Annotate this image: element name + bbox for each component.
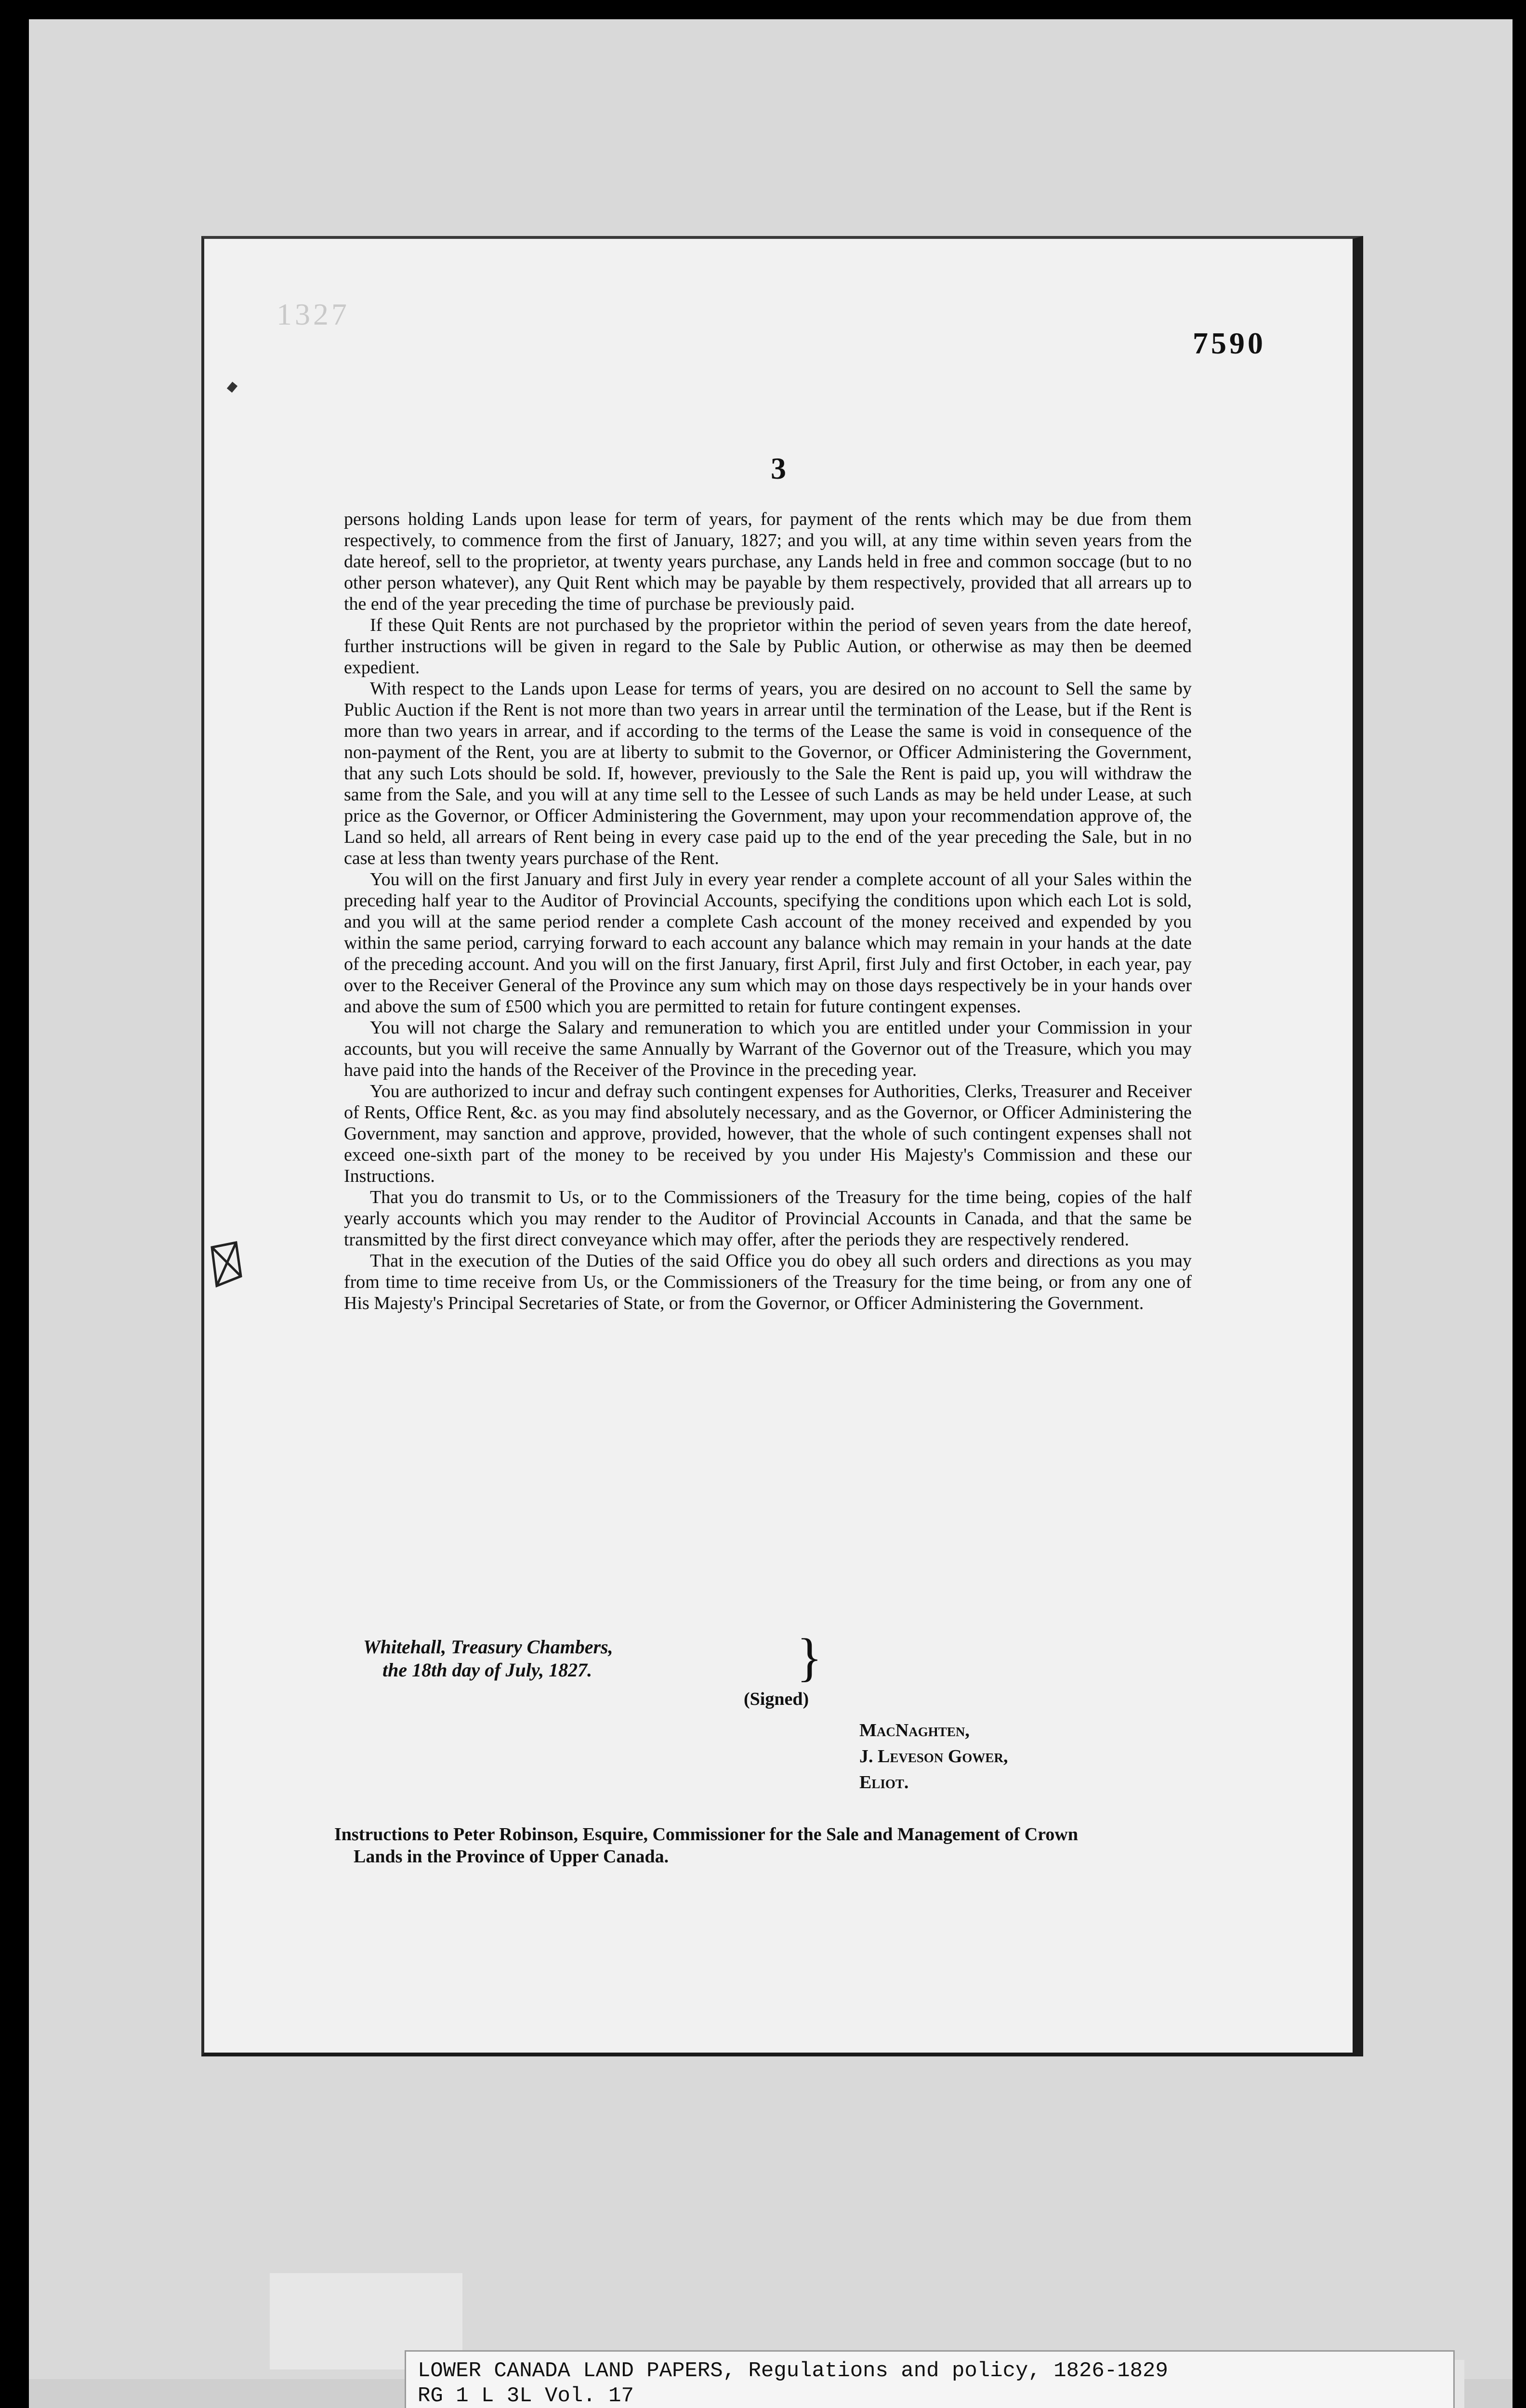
dateline xyxy=(363,1636,613,1682)
signatory: Eliot. xyxy=(859,1772,909,1793)
paragraph: With respect to the Lands upon Lease for terms of years, you are desired on no account to Sell the same by Public Auction if the Rent is not more than two years in arrear until the termination of the Lease, but if the Rent is more than two years in arrear, and if according to the terms of the Lease the same is void in consequence of the non-payment of the Rent, you are at liberty to submit to the Governor, or Officer Administering the Government, that any such Lots should be sold. If, however, previously to the Sale the Rent is paid up, you will withdraw the same from the Sale, and you will at any time sell to the Lessee of such Lands as may be held under Lease, at such price as the Governor, or Officer Administering the Government, may upon your recommendation approve of, the Land so held, all arrears of Rent being in every case paid up to the end of the year preceding the Sale, but in no case at less than twenty years purchase of the Rent. xyxy=(344,679,1192,868)
page-number: 3 xyxy=(771,451,786,485)
instructions-caption xyxy=(334,1823,1211,1868)
faded-number: 1327 xyxy=(276,297,350,331)
paragraph: That you do transmit to Us, or to the Commissioners of the Treasury for the time being, copies of the half yearly accounts which you may render to the Auditor of Provincial Accounts in Canada, and that the same be transmitted by the first direct conveyance which may offer, after the periods they are respectively rendered. xyxy=(344,1187,1192,1250)
paragraph: You will not charge the Salary and remuneration to which you are entitled under your Commission in your accounts, but you will receive the same Annually by Warrant of the Governor out of the Treasure, which you may have paid into the hands of the Receiver of the Province in the preceding year. xyxy=(344,1018,1192,1080)
instructions-line: Instructions to Peter Robinson, Esquire, Commissioner for the Sale and Management of Crown xyxy=(334,1824,1078,1845)
brace-mark: } xyxy=(797,1628,822,1687)
document-page xyxy=(201,236,1363,2056)
paragraph: You will on the first January and first July in every year render a complete account of all your Sales within the preceding half year to the Auditor of Provincial Accounts, specifying the conditions upon which each Lot is sold, and you will at the same period render a complete Cash account of the money received and expended by you within the same period, carrying forward to each account any balance which may remain in your hands at the date of the preceding account. And you will on the first January, first April, first July and first October, in each year, pay over to the Receiver General of the Province any sum which may on those days respectively be in your hands over and above the sum of £500 which you are permitted to retain for future contingent expenses. xyxy=(344,869,1192,1017)
dateline-date: the 18th day of July, 1827. xyxy=(382,1659,592,1681)
binding-hole-mark xyxy=(207,1238,246,1291)
signed-label: (Signed) xyxy=(744,1689,809,1709)
paragraph: persons holding Lands upon lease for term of years, for payment of the rents which may be due from them respectively, to commence from the first of January, 1827; and you will, at any time within seven years from the date hereof, sell to the proprietor, at twenty years purchase, any Lands held in free and common soccage (but to no other person whatever), any Quit Rent which may be payable by them respectively, provided that all arrears up to the end of the year preceding the time of purchase be previously paid. xyxy=(344,509,1192,614)
dateline-place: Whitehall, Treasury Chambers, xyxy=(363,1636,613,1658)
body-text xyxy=(344,509,1192,1314)
archive-reference-label xyxy=(405,2350,1455,2408)
archive-label-line: LOWER CANADA LAND PAPERS, Regulations and policy, 1826-1829 xyxy=(418,2359,1168,2383)
signatory: MacNaghten, xyxy=(859,1720,970,1741)
paragraph: That in the execution of the Duties of the said Office you do obey all such orders and directions as you may from time to time receive from Us, or the Commissioners of the Treasury for the time being, or from any one of His Majesty's Principal Secretaries of State, or from the Governor, or Officer Administering the Government. xyxy=(344,1251,1192,1313)
folio-number: 7590 xyxy=(1193,326,1266,360)
signatories xyxy=(859,1717,1008,1795)
instructions-line: Lands in the Province of Upper Canada. xyxy=(354,1846,669,1867)
signatory: J. Leveson Gower, xyxy=(859,1746,1008,1767)
archive-label-line: RG 1 L 3L Vol. 17 xyxy=(418,2384,634,2408)
paragraph: You are authorized to incur and defray such contingent expenses for Authorities, Clerks, Treasurer and Receiver of Rents, Office Rent, &c. as you may find absolutely necessary, and as the Governor, or Officer Administering the Government, may sanction and approve, provided, however, that the whole of such contingent expenses shall not exceed one-sixth part of the money to be received by you under His Majesty's Commission and these our Instructions. xyxy=(344,1081,1192,1186)
paragraph: If these Quit Rents are not purchased by the proprietor within the period of seven years from the date hereof, further instructions will be given in regard to the Sale by Public Aution, or otherwise as may then be deemed expedient. xyxy=(344,615,1192,678)
